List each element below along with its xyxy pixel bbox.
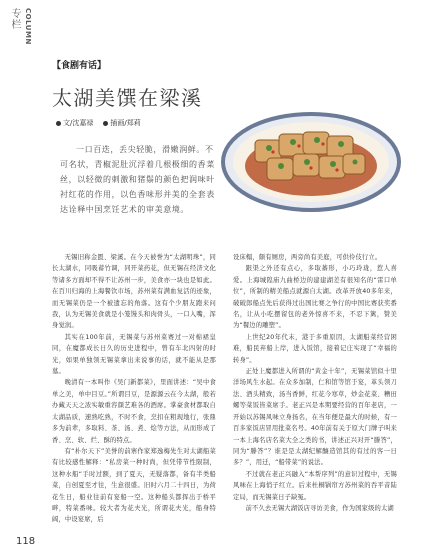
author-text: 文/沈嘉禄 xyxy=(63,119,94,127)
section-tag: 【食剧有话】 xyxy=(52,61,107,71)
author-credit xyxy=(56,118,93,128)
dish-illustration xyxy=(215,96,405,216)
column-label-zh: 专栏 xyxy=(9,8,20,30)
intro-paragraph: 一口百迭，丢尖轻脆，滑嫩润鲜。不可名状，青椒泥肚沉浮着几根极细的香菜丝，以轻微的刺激和猪鬃的颜色把润味叶衬红花的作用，以色香味形并美的全套表达诠释中国烹饪艺术的审美意境。 xyxy=(60,145,215,214)
page-number: 118 xyxy=(16,536,36,547)
article-body xyxy=(52,252,397,532)
illustrator-credit xyxy=(103,118,140,128)
column-label-en: COLUMN xyxy=(24,8,32,45)
body-column-left xyxy=(52,252,216,532)
body-column-right xyxy=(233,252,397,532)
paragraph: 无锡旧称金匮、梁溪。在今天被誉为“太湖明珠”，同长太湖水，同吸蓄竹调，同开菜药花，但无锡在经济文化等诸多方面却不得不让苏州一步，美食亦一块也是如此。在百川归海的上海餐饮市场，苏州菜有满血复活的迹象，而无锡菜仍是一个被遗忘的角落。这有个少朋友跑来问我，认为无锡美食就是小笼馒头和肉骨头，一口入嘴，浑身觉润。 xyxy=(52,254,216,330)
article-title: 太湖美馔在梁溪 xyxy=(52,86,203,110)
paragraph: 正处上魔都进入所谓的“黄金十年”，无锡菜馆似十里洋场风生水起。在众多加制，仁和馆等馆于宴，革头领刀法、酒头精致，汤当香鲜，红花今寒草，炒金花菜、糟田螺等菜饭皆菜席手。老正兴是本期要经营的百年老店，一开始以苏锡风味立身扬名，在当年便是最大的时候，有一百多家饭店冒用批菜名号。40年前有关于原大门牌子叫来一本上海名店名菜大全之类的书，讲述正兴对开“滕答”，同为“滕答”？谁是是太湖纪解釀造馆其的有过的客一日多？”，用迁，“船带菜”的说法。 xyxy=(233,368,397,467)
paragraph: 有“朴尔天下”美誉的前寨作家郑逸梅先生对太湖船菜有比较感性解释：“私房菜一种时尚，但凭带节性限制，这种水船“手时过额，到了夏天，无疑落都，备有半类船菜，自创夏至才往，生意很盛。旧时六月二十四日，为荷花生日，船业往前有宴船一空。这种船头都挥出于桥平畔，特菜番味。较大者为花夫光，所谓花夫光，船身特阔，中设宴席，后 xyxy=(52,447,216,524)
credits xyxy=(56,118,141,128)
paragraph: 不过就在老正兴融入“本帮序列”的意识过程中，无锡风味在上海悄子红立。后来杜桐锅帘方苏州菜的吞平音陆定局，而无锡菜日子缺冤。 xyxy=(233,470,397,501)
paragraph: 设床榻，颇有厕房，两旁尚有美庭，可供伶伎行立。 xyxy=(233,254,382,261)
bullet-icon xyxy=(103,121,108,126)
bullet-icon xyxy=(56,121,61,126)
paragraph: 上世纪20年代末，港于多重原因，太湖船菜经营困难，船民弃船上岸，进入饭馆，接着记庄实现了“幸福的转身”。 xyxy=(233,333,397,364)
paragraph: 前不久去无锡大湖饭店寻访美食，作为国家级的太湖 xyxy=(245,504,394,512)
paragraph: 晚清有一本叫作《吴门新都菜》，里面讲述：“吴中食单之美，单中目豆。”所谓目豆，是源源云在今太湖，般若办藏天天之浓实敏重容颜艺难各的酒席。掌豪食材都取自太湖品质，速熟吃熟，不时不食，烹扣在粗现地行，张鼎多为前辈，多取料、茶、汤、煮、烩等方法，从而形成了香、烹、软、烂、酥的特点。 xyxy=(52,379,216,444)
paragraph: 跟渠之外还有点心，多取蕃形，小巧玲珑，惹人喜爱。上海城隍庙九曲桥边的建建湖差有很知名的“雷口单位”，所制的精美船点就源自太湖。改革开放40多年来，破破郎船点先后获得过出国比赛之争行的中国比赛获奖番名，让从小吃摆留包的老外惊喜不来，不忍下篱，赞美为“餐边的雕塑”。 xyxy=(233,265,397,330)
illustrator-text: 插画/郑莉 xyxy=(110,119,141,127)
paragraph: 其实在100年前，无锡菜与苏州菜赛过一对棉裙皇同，在魔都成长日久的历史进程中，曾有车北四射的时光，如果单独领无锡菜拿出来说事的话，就不能从是那墓。 xyxy=(52,333,216,376)
